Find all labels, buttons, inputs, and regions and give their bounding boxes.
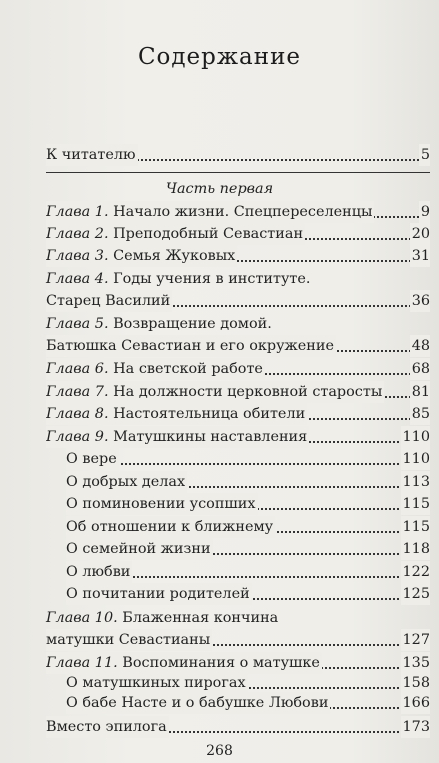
toc-subentry (66, 471, 430, 493)
chapter-prefix: Глава 2. (46, 226, 109, 242)
toc-entry-page: 5 (419, 144, 430, 166)
toc-entry-page: 20 (410, 223, 430, 245)
page-number: 268 (206, 743, 233, 759)
toc-entry-label: О почитании родителей (66, 583, 252, 605)
chapter-title: На светской работе (113, 361, 263, 377)
toc-entry-chapter-4-line1 (46, 268, 310, 290)
toc-entry-label (46, 426, 309, 448)
toc-entry-page: 110 (401, 448, 430, 470)
toc-entry-page: 36 (410, 290, 430, 312)
toc-entry-chapter-5-line1 (46, 313, 272, 335)
toc-subentry (66, 538, 430, 560)
toc-entry-label: матушки Севастианы (46, 629, 212, 651)
toc-entry-page: 48 (410, 335, 430, 357)
chapter-prefix: Глава 10. (46, 610, 118, 626)
toc-entry-label: О вере (66, 448, 119, 470)
toc-entry-page: 125 (401, 583, 430, 605)
toc-entry-label: О матушкиных пирогах (66, 672, 248, 694)
chapter-prefix: Глава 4. (46, 271, 109, 287)
toc-entry-label: Батюшка Севастиан и его окружение (46, 335, 336, 357)
toc-entry-page: 122 (401, 561, 430, 583)
toc-entry-page: 31 (410, 245, 430, 267)
chapter-title: Преподобный Севастиан (113, 226, 304, 242)
chapter-title: Возвращение домой. (113, 316, 272, 332)
page-title: Содержание (137, 44, 302, 70)
toc-entry-chapter-10-line1 (46, 607, 278, 629)
toc-entry-page: 68 (410, 358, 430, 380)
chapter-title: Матушкины наставления (113, 429, 308, 445)
toc-entry-chapter-4 (46, 290, 430, 312)
toc-entry-page: 9 (419, 201, 430, 223)
toc-entry-label: О добрых делах (66, 471, 187, 493)
toc-entry-page: 113 (401, 471, 430, 493)
toc-subentry (66, 493, 430, 515)
toc-entry-label: Об отношении к ближнему (66, 516, 275, 538)
chapter-title: Годы учения в институте. (113, 271, 311, 287)
toc-entry-page: 85 (410, 403, 430, 425)
toc-entry-label (46, 381, 384, 403)
chapter-title: Блаженная кончина (122, 610, 279, 626)
section-rule (46, 172, 430, 173)
chapter-prefix: Глава 8. (46, 406, 109, 422)
toc-entry-page: 110 (401, 426, 430, 448)
chapter-prefix: Глава 11. (46, 655, 118, 671)
toc-subentry (66, 672, 430, 694)
toc-entry-page: 118 (401, 538, 430, 560)
toc-entry-label (46, 652, 322, 674)
toc-entry-label: О семейной жизни (66, 538, 213, 560)
toc-entry-page: 115 (401, 516, 430, 538)
toc-entry-label: О любви (66, 561, 132, 583)
toc-entry-label (46, 245, 237, 267)
toc-entry-chapter-1 (46, 201, 430, 223)
toc-entry-chapter-7 (46, 381, 430, 403)
toc-subentry (66, 516, 430, 538)
toc-entry-page: 158 (401, 672, 430, 694)
toc-entry-chapter-6 (46, 358, 430, 380)
toc-entry-label: К читателю (46, 144, 138, 166)
toc-entry-page: 173 (401, 716, 430, 738)
toc-entry-chapter-9 (46, 426, 430, 448)
toc-entry-label: О поминовении усопших (66, 493, 258, 515)
toc-entry-page: 115 (401, 493, 430, 515)
chapter-prefix: Глава 6. (46, 361, 109, 377)
toc-entry-chapter-10 (46, 629, 430, 651)
toc-entry-page: 135 (401, 652, 430, 674)
toc-entry-label (46, 358, 265, 380)
toc-entry-chapter-5 (46, 335, 430, 357)
chapter-title: На должности церковной старосты (113, 384, 383, 400)
toc-entry-chapter-8 (46, 403, 430, 425)
toc-entry-chapter-2 (46, 223, 430, 245)
toc-entry-label: Старец Василий (46, 290, 172, 312)
toc-subentry (66, 448, 430, 470)
part-heading: Часть первая (165, 181, 274, 197)
chapter-prefix: Глава 5. (46, 316, 109, 332)
toc-entry-chapter-11 (46, 652, 430, 674)
toc-entry-label (46, 201, 374, 223)
toc-subentry (66, 561, 430, 583)
chapter-title: Семья Жуковых (113, 248, 236, 264)
toc-entry-page: 166 (401, 692, 430, 714)
toc-entry-label: О бабе Насте и о бабушке Любови (66, 692, 330, 714)
chapter-prefix: Глава 3. (46, 248, 109, 264)
chapter-title: Воспоминания о матушке (122, 655, 320, 671)
chapter-prefix: Глава 9. (46, 429, 109, 445)
toc-entry-label: Вместо эпилога (46, 716, 169, 738)
toc-entry-label (46, 223, 305, 245)
toc-subentry (66, 583, 430, 605)
toc-entry-page: 127 (401, 629, 430, 651)
toc-entry-chapter-3 (46, 245, 430, 267)
leader-dots (66, 463, 430, 465)
toc-entry-page: 81 (410, 381, 430, 403)
toc-entry-label (46, 403, 307, 425)
toc-entry-epilogue (46, 716, 430, 738)
chapter-prefix: Глава 7. (46, 384, 109, 400)
toc-subentry (66, 692, 430, 714)
chapter-title: Настоятельница обители (113, 406, 306, 422)
chapter-prefix: Глава 1. (46, 204, 109, 220)
toc-entry-intro (46, 144, 430, 166)
chapter-title: Начало жизни. Спецпереселенцы (113, 204, 373, 220)
